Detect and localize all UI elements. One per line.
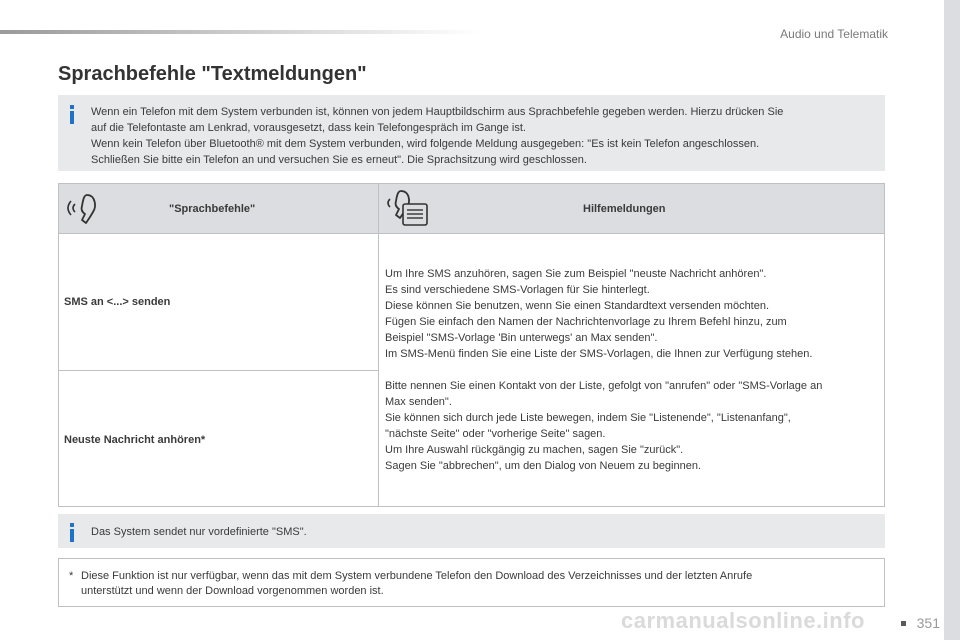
- page-title: Sprachbefehle "Textmeldungen": [58, 63, 367, 85]
- info-icon: [70, 529, 74, 542]
- info-box-sms: [58, 514, 885, 548]
- info-text: [91, 104, 873, 168]
- table-header-help: [379, 184, 884, 234]
- help-message-icon: [383, 188, 431, 228]
- info-line: Wenn ein Telefon mit dem System verbunden ist, können von jedem Hauptbildschirm aus Sprachbefehle gegeben werden. Hierzu drücken Sie: [91, 106, 784, 118]
- info-line: Schließen Sie bitte ein Telefon an und versuchen Sie es erneut". Die Sprachsitzung wird geschlossen.: [91, 154, 587, 166]
- info-line: Wenn kein Telefon über Bluetooth® mit dem System verbunden, wird folgende Meldung ausgegeben: "Es ist kein Telefon angeschlossen.: [91, 138, 760, 150]
- row-divider: [59, 370, 378, 371]
- footnote-line: Diese Funktion ist nur verfügbar, wenn das mit dem System verbundene Telefon den Download des Verzeichnisses und der letzten Anrufe: [81, 570, 753, 582]
- help-line: "nächste Seite" oder "vorherige Seite" sagen.: [385, 428, 606, 440]
- info-box-voice-commands: [58, 95, 885, 171]
- footnote-line: unterstützt und wenn der Download vorgenommen worden ist.: [81, 585, 384, 597]
- header-label-help: Hilfemeldungen: [583, 203, 666, 215]
- watermark: carmanualsonline.info: [621, 608, 865, 633]
- footnote-text: [81, 569, 876, 599]
- help-text-block: [385, 378, 822, 474]
- footnote: [58, 558, 885, 607]
- page-number: 351: [916, 615, 940, 631]
- footnote-star: *: [69, 570, 74, 582]
- info-line: auf die Telefontaste am Lenkrad, vorausgesetzt, dass kein Telefongespräch im Gange ist.: [91, 122, 526, 134]
- header-gradient-bar: [0, 30, 480, 34]
- help-line: Diese können Sie benutzen, wenn Sie einen Standardtext versenden möchten.: [385, 300, 770, 312]
- info-text: Das System sendet nur vordefinierte "SMS".: [91, 526, 307, 538]
- section-name: Audio und Telematik: [780, 27, 888, 41]
- help-text-block: [385, 266, 812, 362]
- page-edge-strip: [944, 0, 960, 640]
- command-label: Neuste Nachricht anhören*: [64, 434, 206, 446]
- help-line: Um Ihre Auswahl rückgängig zu machen, sagen Sie "zurück".: [385, 444, 684, 456]
- page-marker: [901, 621, 906, 626]
- help-line: Es sind verschiedene SMS-Vorlagen für Sie hinterlegt.: [385, 284, 650, 296]
- response-column: [379, 184, 884, 506]
- help-line: Fügen Sie einfach den Namen der Nachrichtenvorlage zu Ihrem Befehl hinzu, zum: [385, 316, 787, 328]
- help-line: Im SMS-Menü finden Sie eine Liste der SMS-Vorlagen, die Ihnen zur Verfügung stehen.: [385, 348, 813, 360]
- voice-command-icon: [65, 192, 101, 226]
- info-icon: [70, 111, 74, 124]
- table-header-commands: [59, 184, 378, 234]
- header-label-commands: "Sprachbefehle": [169, 203, 256, 215]
- help-line: Sie können sich durch jede Liste bewegen, indem Sie "Listenende", "Listenanfang",: [385, 412, 791, 424]
- command-label: SMS an <...> senden: [64, 296, 171, 308]
- help-line: Max senden".: [385, 396, 452, 408]
- help-line: Beispiel "SMS-Vorlage 'Bin unterwegs' an Max senden".: [385, 332, 658, 344]
- command-column: [59, 184, 379, 506]
- help-line: Bitte nennen Sie einen Kontakt von der Liste, gefolgt von "anrufen" oder "SMS-Vorlage an: [385, 380, 823, 392]
- help-line: Sagen Sie "abbrechen", um den Dialog von Neuem zu beginnen.: [385, 460, 702, 472]
- voice-command-table: [58, 183, 885, 507]
- help-line: Um Ihre SMS anzuhören, sagen Sie zum Beispiel "neuste Nachricht anhören".: [385, 268, 767, 280]
